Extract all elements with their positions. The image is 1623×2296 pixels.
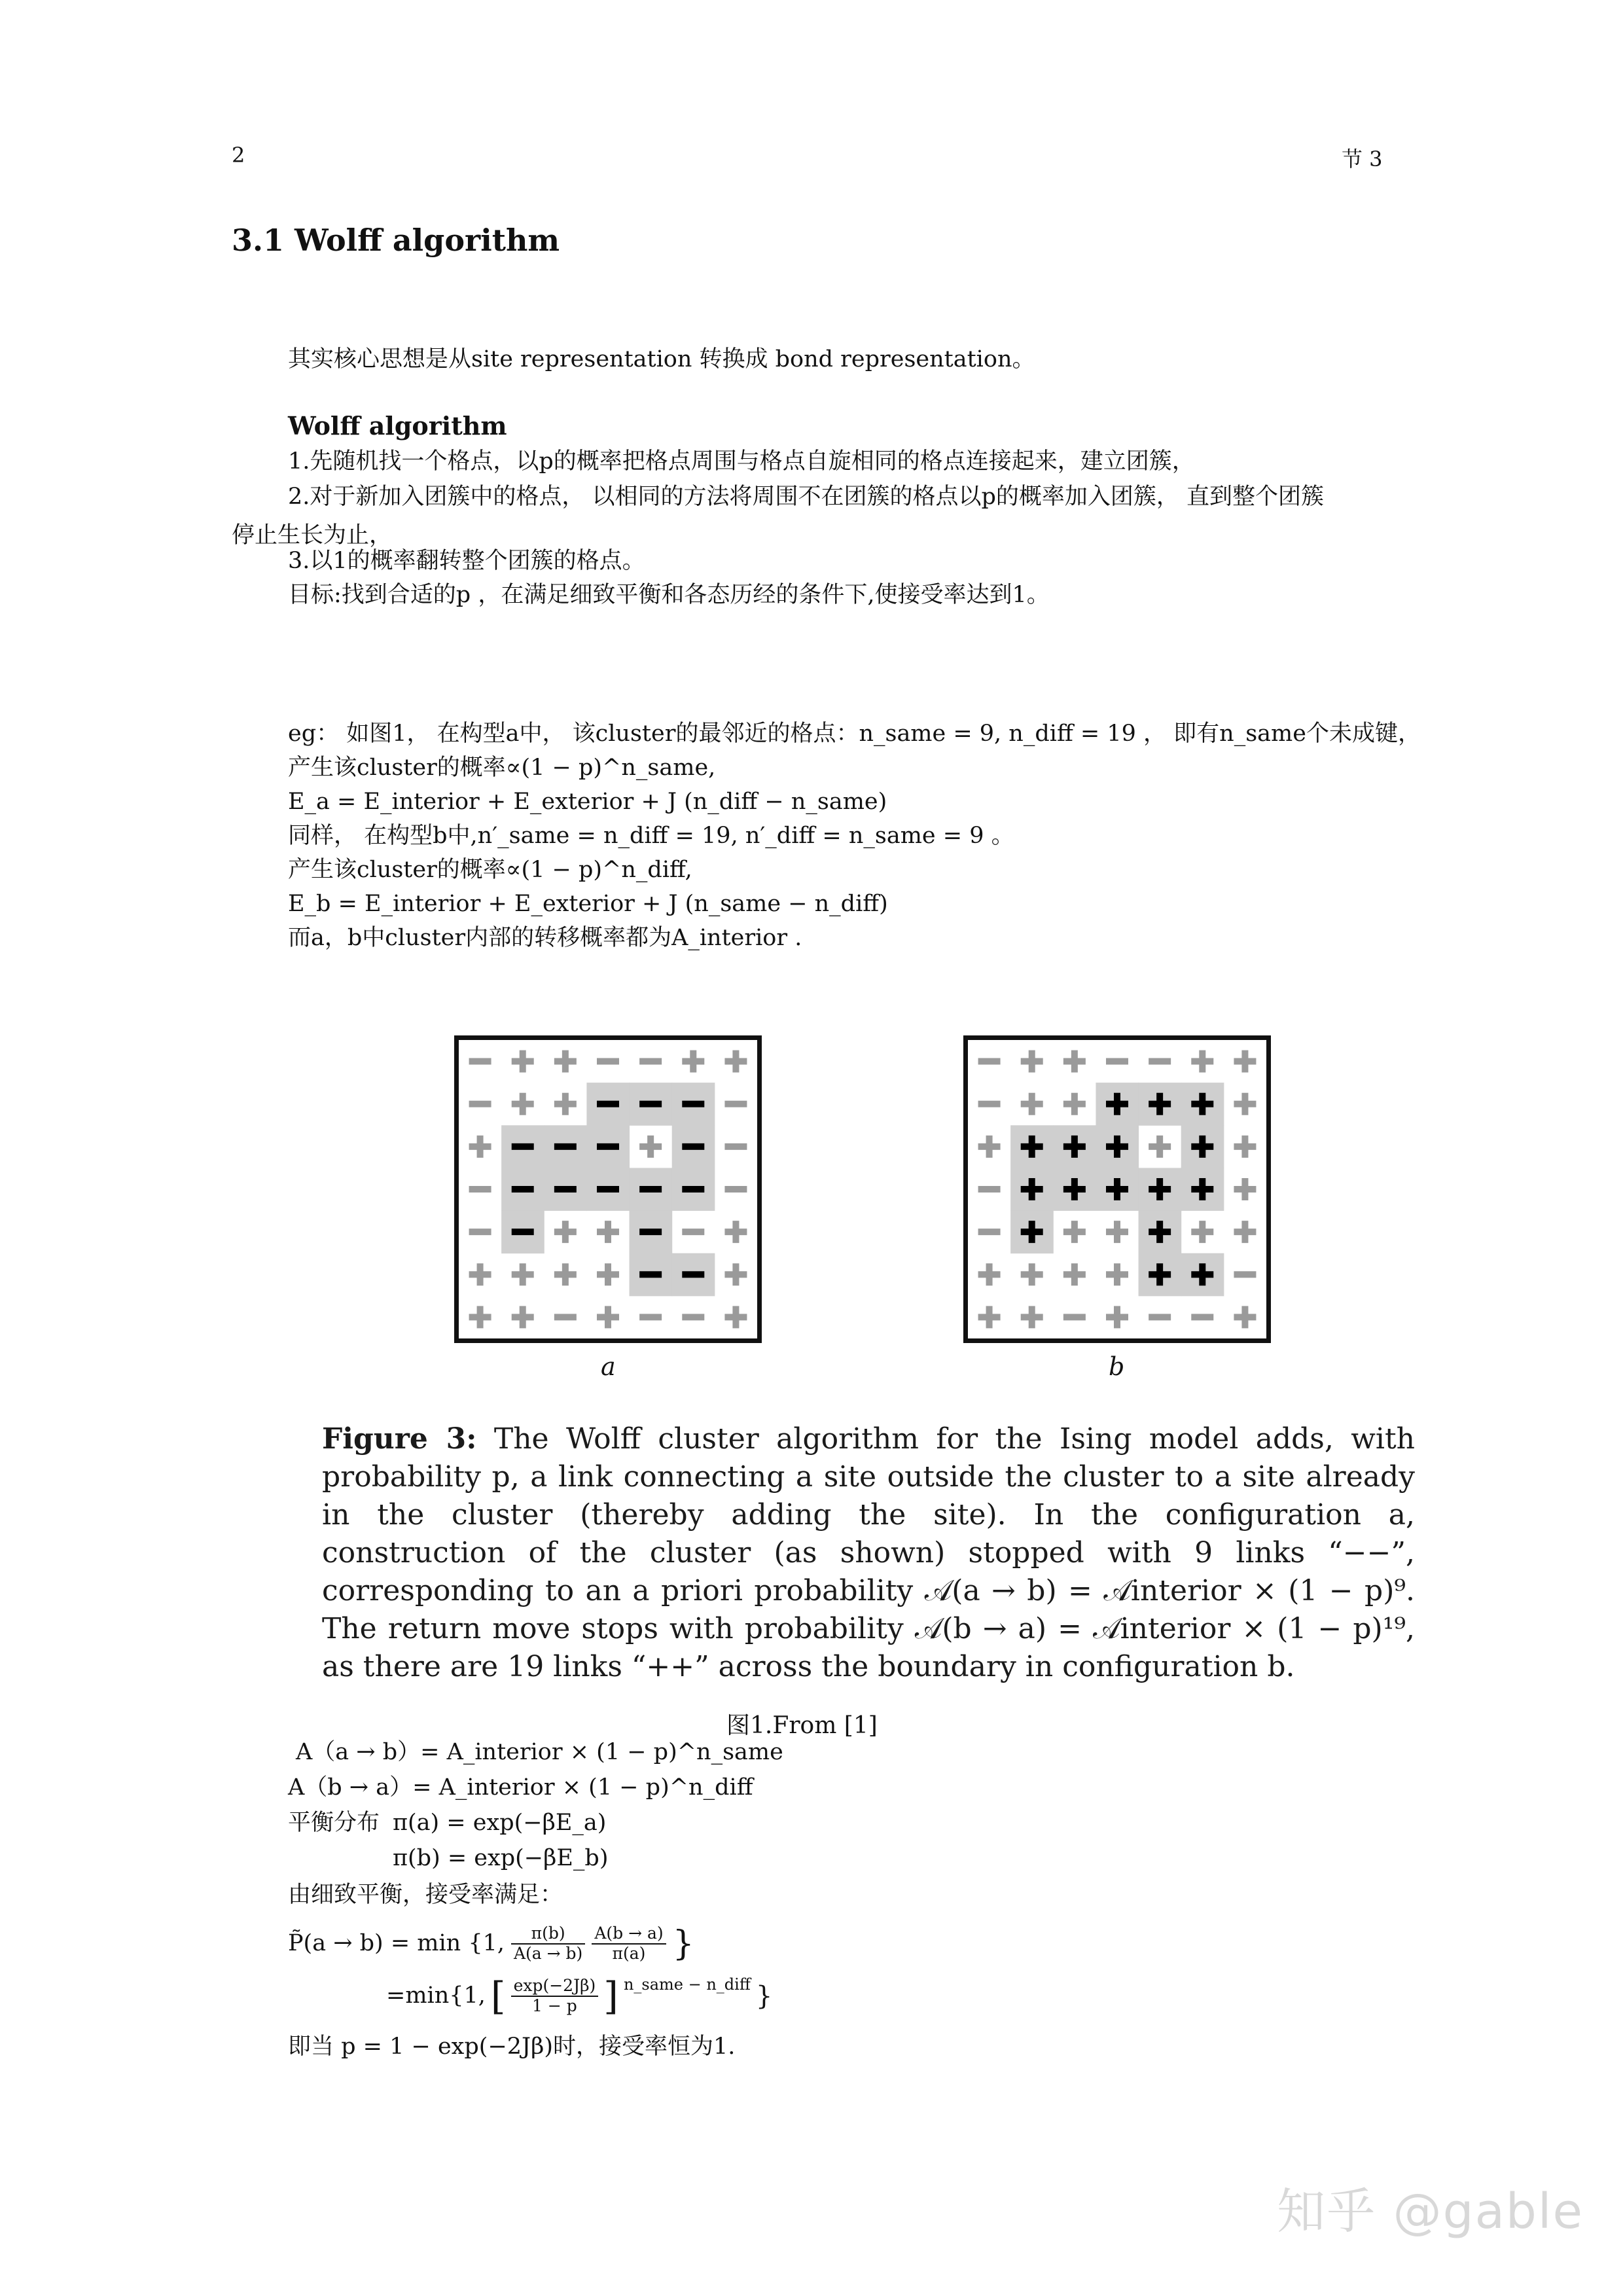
lattice-a-spin-down [469, 1229, 491, 1235]
formula-pi-a: π(a) = exp(−βE_a) [393, 1810, 607, 1836]
formula-brace-close: } [755, 1981, 773, 2011]
lattice-a-spin-down [682, 1271, 704, 1278]
lattice-b-spin-down [1063, 1314, 1086, 1320]
lattice-a-spin-down [597, 1058, 619, 1065]
figure-caption-text: The Wolff cluster algorithm for the Ising model adds, with probability p, a link connecting a site outside the cluster to a site already in the cluster (thereby adding the site). In the configuration a, construction of the cluster (as shown) stopped with 9 links “−−”, corresponding to an a priori probability 𝒜(a → b) = 𝒜interior × (1 − p)⁹. The return move stops with probability 𝒜(b → a) = 𝒜interior × (1 − p)¹⁹, as there are 19 links “++” across the boundary in configuration b. [322, 1422, 1415, 1683]
fraction-pi-b-over-a-ab [511, 1924, 585, 1964]
lattice-a-spin-up [597, 1221, 619, 1243]
fraction-aba-over-pi-a [592, 1924, 666, 1964]
lattice-a-spin-up [554, 1263, 577, 1285]
formula-a-to-b: A（a → b）= A_interior × (1 − p)^n_same [296, 1739, 783, 1765]
lattice-b-spin-up [1021, 1050, 1043, 1073]
lattice-b-spin-down [978, 1186, 1001, 1193]
lattice-a-spin-up [469, 1263, 491, 1285]
example-line-3: E_a = E_interior + E_exterior + J (n_diff − n_same) [288, 789, 887, 815]
algorithm-heading: Wolff algorithm [288, 411, 507, 440]
formula-b-to-a: A（b → a）= A_interior × (1 − p)^n_diff [288, 1774, 753, 1801]
lattice-b-spin-up [1106, 1306, 1128, 1328]
example-line-6: E_b = E_interior + E_exterior + J (n_same − n_diff) [288, 891, 888, 917]
lattice-a-spin-down [682, 1229, 704, 1235]
lattice-a-spin-up [597, 1263, 619, 1285]
lattice-a-spin-up [639, 1136, 662, 1158]
lattice-a-spin-down [724, 1186, 747, 1193]
lattice-b-spin-down [1149, 1058, 1171, 1065]
fraction-denominator: 1 − p [532, 1996, 577, 2015]
lattice-a-spin-down [469, 1058, 491, 1065]
lattice-b-spin-up [1234, 1221, 1256, 1243]
lattice-a-spin-up [724, 1263, 747, 1285]
lattice-b-spin-up [1191, 1050, 1213, 1073]
lattice-a-spin-up [724, 1221, 747, 1243]
lattice-b-spin-up [1021, 1306, 1043, 1328]
lattice-b-spin-down [1191, 1314, 1213, 1320]
lattice-b-spin-up [978, 1306, 1001, 1328]
lattice-b-spin-down [1149, 1314, 1171, 1320]
section-title: 3.1 Wolff algorithm [232, 223, 560, 258]
fraction-denominator: A(a → b) [514, 1943, 583, 1963]
lattice-a-spin-down [639, 1271, 662, 1278]
lattice-panel-a [454, 1035, 762, 1343]
lattice-b-spin-up [1063, 1093, 1086, 1115]
lattice-a-spin-down [682, 1186, 704, 1193]
lattice-a-spin-up [469, 1136, 491, 1158]
lattice-a-spin-down [597, 1186, 619, 1193]
lattice-a-spin-up [512, 1050, 534, 1073]
example-line-5: 产生该cluster的概率∝(1 − p)^n_diff, [288, 857, 692, 883]
lattice-a-spin-down [724, 1101, 747, 1107]
fraction-denominator: π(a) [612, 1943, 646, 1963]
lattice-b-spin-up [1234, 1306, 1256, 1328]
lattice-a-spin-down [512, 1229, 534, 1235]
lattice-b-spin-up [1191, 1221, 1213, 1243]
lattice-b-spin-up [978, 1136, 1001, 1158]
lattice-a-graphic [459, 1040, 757, 1338]
lattice-a-spin-down [639, 1314, 662, 1320]
lattice-b-spin-up [1063, 1263, 1086, 1285]
lattice-a-spin-down [554, 1143, 577, 1150]
formula-acceptance-lhs: P̃(a → b) = min {1, [288, 1930, 505, 1957]
lattice-a-spin-down [639, 1229, 662, 1235]
lattice-b-spin-down [978, 1101, 1001, 1107]
lattice-a-spin-down [639, 1058, 662, 1065]
example-line-7: 而a，b中cluster内部的转移概率都为A_interior . [288, 925, 802, 951]
algorithm-step-1: 1.先随机找一个格点，以p的概率把格点周围与格点自旋相同的格点连接起来，建立团簇， [288, 448, 1195, 475]
lattice-b-spin-up [1234, 1178, 1256, 1200]
lattice-a-spin-down [469, 1186, 491, 1193]
lattice-b-spin-down [978, 1229, 1001, 1235]
formula-equilibrium-label: 平衡分布 [288, 1810, 380, 1836]
lattice-a-spin-down [639, 1186, 662, 1193]
lattice-b-spin-up [1106, 1263, 1128, 1285]
lattice-a-spin-down [597, 1101, 619, 1107]
algorithm-goal: 目标:找到合适的p ，在满足细致平衡和各态历经的条件下,使接受率达到1。 [288, 582, 1050, 608]
lattice-panel-b [963, 1035, 1271, 1343]
lattice-b-spin-down [1234, 1271, 1256, 1278]
lattice-a-spin-up [512, 1263, 534, 1285]
bracket-open: [ [490, 1973, 506, 2018]
algorithm-step-2: 2.对于新加入团簇中的格点， 以相同的方法将周围不在团簇的格点以p的概率加入团簇， 直到整个团簇 [288, 484, 1325, 510]
lattice-a-spin-down [554, 1314, 577, 1320]
algorithm-step-3: 3.以1的概率翻转整个团簇的格点。 [288, 548, 645, 574]
lattice-a-spin-down [682, 1143, 704, 1150]
lattice-a-spin-up [554, 1221, 577, 1243]
lattice-b-spin-down [1106, 1058, 1128, 1065]
panel-label-b: b [1109, 1352, 1125, 1381]
lattice-a-spin-down [512, 1186, 534, 1193]
formula-acceptance [288, 1924, 694, 1964]
lattice-b-spin-up [1234, 1093, 1256, 1115]
formula-pi-b: π(b) = exp(−βE_b) [393, 1845, 609, 1871]
lattice-a-spin-up [512, 1306, 534, 1328]
lattice-b-graphic [968, 1040, 1266, 1338]
lattice-a-spin-down [639, 1101, 662, 1107]
formula-acceptance-simplified [386, 1973, 773, 2018]
lattice-b-spin-up [978, 1263, 1001, 1285]
fraction-exp-over-1-minus-p [511, 1977, 599, 2016]
formula-conclusion: 即当 p = 1 − exp(−2Jβ)时，接受率恒为1. [288, 2034, 736, 2060]
fraction-numerator: exp(−2Jβ) [511, 1977, 599, 1997]
figure-caption [322, 1420, 1415, 1686]
intro-paragraph: 其实核心思想是从site representation 转换成 bond representation。 [288, 346, 1035, 372]
lattice-a-spin-up [512, 1093, 534, 1115]
lattice-a-spin-up [469, 1306, 491, 1328]
panel-label-a: a [601, 1352, 616, 1381]
lattice-b-spin-up [1106, 1221, 1128, 1243]
running-header-section: 节 3 [1342, 147, 1383, 171]
lattice-a-spin-up [724, 1050, 747, 1073]
figure-caption-label: Figure 3: [322, 1422, 477, 1456]
lattice-a-spin-up [554, 1093, 577, 1115]
formula-simplified-lhs: =min{1, [386, 1982, 486, 2009]
bracket-close: ] [603, 1973, 618, 2018]
lattice-b-spin-up [1021, 1093, 1043, 1115]
fraction-numerator: π(b) [511, 1924, 585, 1945]
lattice-a-spin-up [554, 1050, 577, 1073]
formula-detailed-balance: 由细致平衡，接受率满足： [288, 1882, 563, 1908]
lattice-b-spin-up [1234, 1136, 1256, 1158]
example-line-4: 同样， 在构型b中,n′_same = n_diff = 19, n′_diff = n_same = 9 。 [288, 823, 1014, 849]
lattice-a-spin-down [469, 1101, 491, 1107]
example-line-2: 产生该cluster的概率∝(1 − p)^n_same, [288, 755, 716, 781]
lattice-a-spin-down [554, 1186, 577, 1193]
lattice-a-spin-down [682, 1101, 704, 1107]
watermark: 知乎 @gable [1277, 2183, 1584, 2240]
lattice-a-spin-up [724, 1306, 747, 1328]
fraction-numerator: A(b → a) [592, 1924, 666, 1945]
lattice-a-spin-down [724, 1143, 747, 1150]
lattice-a-spin-up [682, 1050, 704, 1073]
lattice-b-spin-up [1063, 1050, 1086, 1073]
formula-exponent: n_same − n_diff [623, 1975, 751, 1994]
lattice-a-spin-down [597, 1143, 619, 1150]
lattice-b-spin-up [1021, 1263, 1043, 1285]
page-number: 2 [232, 143, 245, 168]
lattice-b-spin-up [1063, 1221, 1086, 1243]
formula-brace-close: } [672, 1924, 694, 1964]
figure-source: 图1.From [1] [726, 1712, 878, 1739]
algorithm-step-2-continued: 停止生长为止， [232, 522, 393, 548]
lattice-a-spin-up [597, 1306, 619, 1328]
lattice-b-spin-up [1149, 1136, 1171, 1158]
lattice-a-spin-down [512, 1143, 534, 1150]
lattice-b-spin-up [1234, 1050, 1256, 1073]
example-line-1: eg： 如图1， 在构型a中， 该cluster的最邻近的格点：n_same = 9, n_diff = 19 ， 即有n_same个未成键， [288, 721, 1421, 747]
lattice-b-spin-down [978, 1058, 1001, 1065]
lattice-a-spin-down [682, 1314, 704, 1320]
